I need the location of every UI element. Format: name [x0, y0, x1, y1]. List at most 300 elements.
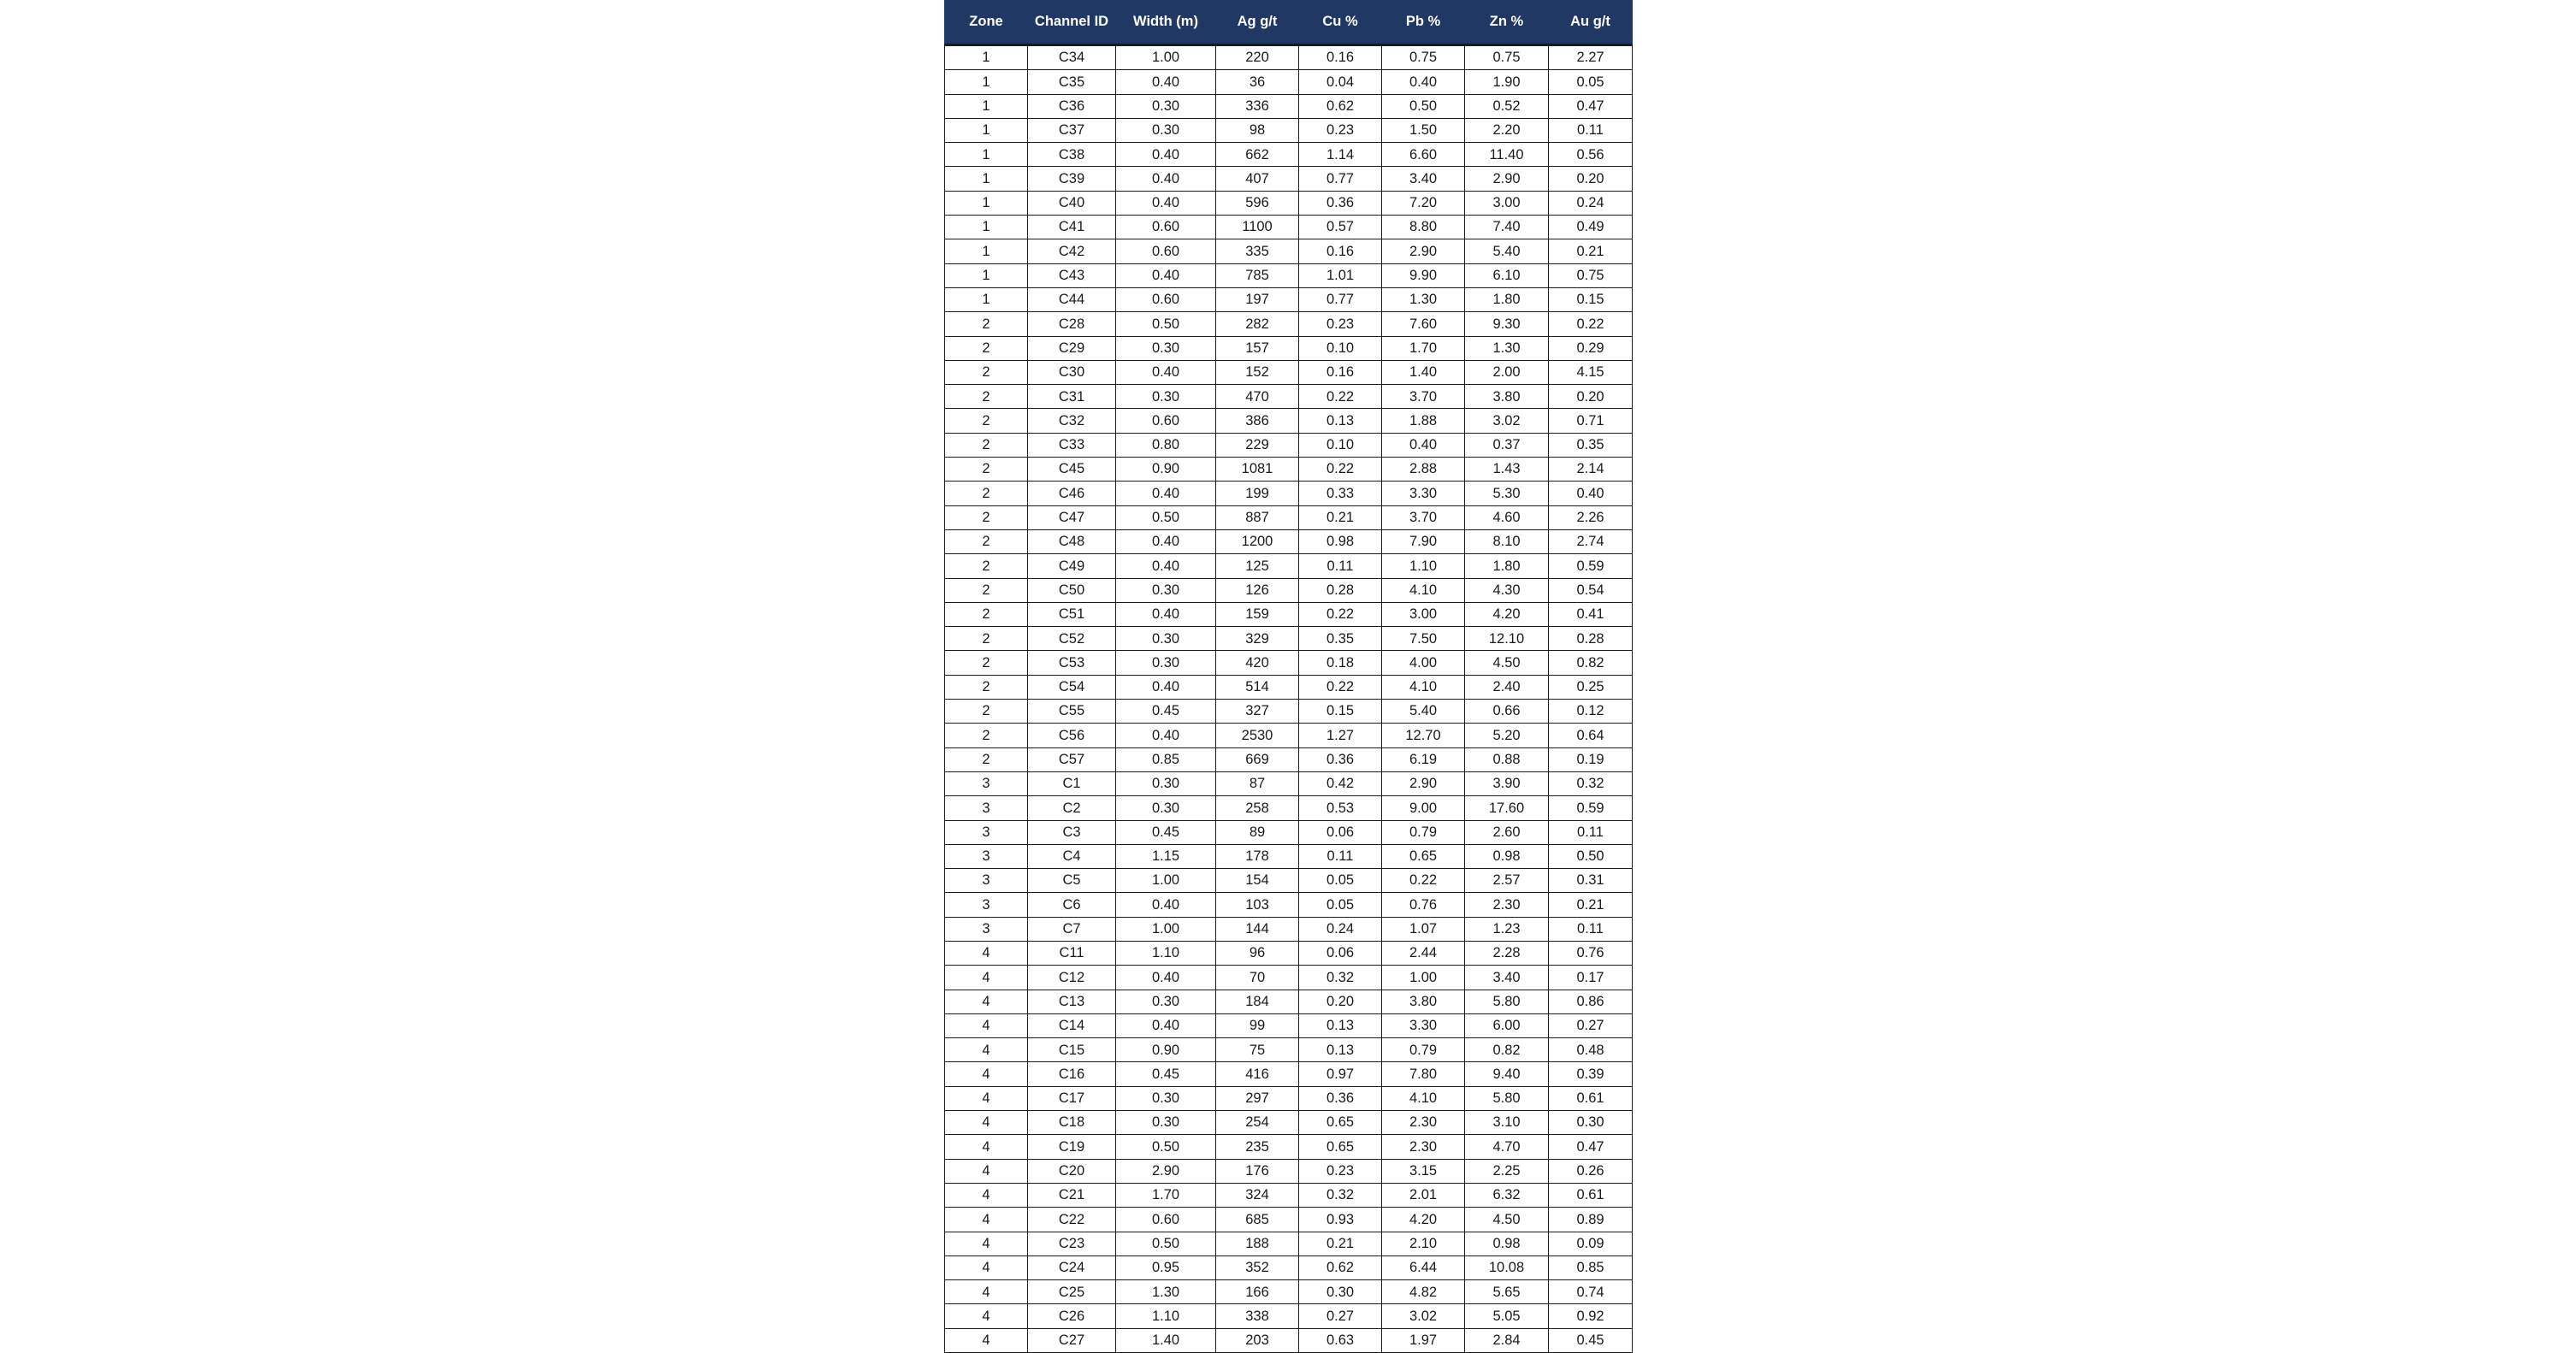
zn-cell: 2.00 [1465, 360, 1549, 384]
cu-cell: 0.16 [1299, 45, 1382, 70]
channel-id-cell: C12 [1028, 966, 1116, 990]
width-cell: 0.30 [1116, 651, 1216, 675]
au-cell: 0.17 [1549, 966, 1633, 990]
zn-cell: 0.82 [1465, 1038, 1549, 1062]
zone-cell: 2 [945, 747, 1028, 771]
zone-cell: 2 [945, 360, 1028, 384]
channel-id-cell: C56 [1028, 724, 1116, 747]
zn-cell: 1.90 [1465, 70, 1549, 94]
au-cell: 0.11 [1549, 917, 1633, 941]
ag-cell: 36 [1216, 70, 1299, 94]
cu-cell: 0.77 [1299, 167, 1382, 191]
au-cell: 0.47 [1549, 1135, 1633, 1159]
channel-id-cell: C17 [1028, 1086, 1116, 1110]
au-cell: 0.49 [1549, 216, 1633, 239]
zone-cell: 2 [945, 505, 1028, 529]
cu-cell: 0.53 [1299, 796, 1382, 820]
zn-cell: 0.88 [1465, 747, 1549, 771]
cu-cell: 0.77 [1299, 287, 1382, 311]
width-cell: 0.90 [1116, 458, 1216, 482]
ag-cell: 596 [1216, 191, 1299, 215]
column-header-channel-id: Channel ID [1028, 0, 1116, 45]
width-cell: 0.80 [1116, 433, 1216, 457]
channel-id-cell: C31 [1028, 385, 1116, 409]
pb-cell: 1.00 [1382, 966, 1465, 990]
zn-cell: 1.23 [1465, 917, 1549, 941]
ag-cell: 157 [1216, 336, 1299, 360]
zone-cell: 1 [945, 287, 1028, 311]
ag-cell: 352 [1216, 1256, 1299, 1279]
width-cell: 0.40 [1116, 143, 1216, 167]
table-row [945, 1135, 1633, 1159]
ag-cell: 75 [1216, 1038, 1299, 1062]
ag-cell: 229 [1216, 433, 1299, 457]
zone-cell: 2 [945, 578, 1028, 602]
ag-cell: 203 [1216, 1328, 1299, 1352]
table-row [945, 458, 1633, 482]
zone-cell: 3 [945, 796, 1028, 820]
cu-cell: 0.05 [1299, 893, 1382, 917]
pb-cell: 0.22 [1382, 869, 1465, 893]
au-cell: 0.20 [1549, 167, 1633, 191]
column-header-zn: Zn % [1465, 0, 1549, 45]
ag-cell: 126 [1216, 578, 1299, 602]
table-row [945, 917, 1633, 941]
ag-cell: 87 [1216, 771, 1299, 795]
width-cell: 0.30 [1116, 1111, 1216, 1135]
ag-cell: 89 [1216, 820, 1299, 844]
au-cell: 0.25 [1549, 675, 1633, 699]
zone-cell: 1 [945, 143, 1028, 167]
zone-cell: 4 [945, 941, 1028, 965]
channel-id-cell: C26 [1028, 1304, 1116, 1328]
zone-cell: 4 [945, 1062, 1028, 1086]
pb-cell: 3.80 [1382, 990, 1465, 1013]
ag-cell: 254 [1216, 1111, 1299, 1135]
width-cell: 0.30 [1116, 385, 1216, 409]
pb-cell: 4.10 [1382, 1086, 1465, 1110]
zone-cell: 4 [945, 1304, 1028, 1328]
channel-id-cell: C25 [1028, 1280, 1116, 1304]
cu-cell: 0.21 [1299, 505, 1382, 529]
pb-cell: 0.65 [1382, 844, 1465, 868]
table-row [945, 820, 1633, 844]
pb-cell: 7.80 [1382, 1062, 1465, 1086]
ag-cell: 297 [1216, 1086, 1299, 1110]
au-cell: 0.24 [1549, 191, 1633, 215]
zone-cell: 4 [945, 990, 1028, 1013]
pb-cell: 2.10 [1382, 1232, 1465, 1256]
width-cell: 0.40 [1116, 893, 1216, 917]
au-cell: 0.85 [1549, 1256, 1633, 1279]
zn-cell: 3.40 [1465, 966, 1549, 990]
zone-cell: 1 [945, 167, 1028, 191]
zone-cell: 3 [945, 844, 1028, 868]
zn-cell: 0.66 [1465, 700, 1549, 724]
ag-cell: 166 [1216, 1280, 1299, 1304]
table-header [945, 0, 1633, 45]
zn-cell: 5.20 [1465, 724, 1549, 747]
ag-cell: 220 [1216, 45, 1299, 70]
au-cell: 0.12 [1549, 700, 1633, 724]
au-cell: 0.61 [1549, 1086, 1633, 1110]
channel-id-cell: C24 [1028, 1256, 1116, 1279]
cu-cell: 0.13 [1299, 409, 1382, 433]
zn-cell: 5.40 [1465, 239, 1549, 263]
ag-cell: 178 [1216, 844, 1299, 868]
cu-cell: 1.14 [1299, 143, 1382, 167]
au-cell: 0.59 [1549, 554, 1633, 578]
pb-cell: 1.88 [1382, 409, 1465, 433]
table-row [945, 893, 1633, 917]
table-row [945, 529, 1633, 553]
zone-cell: 2 [945, 433, 1028, 457]
pb-cell: 4.82 [1382, 1280, 1465, 1304]
cu-cell: 0.22 [1299, 458, 1382, 482]
zn-cell: 0.98 [1465, 844, 1549, 868]
width-cell: 0.40 [1116, 263, 1216, 287]
table-row [945, 167, 1633, 191]
pb-cell: 3.02 [1382, 1304, 1465, 1328]
table-row [945, 1111, 1633, 1135]
channel-id-cell: C39 [1028, 167, 1116, 191]
au-cell: 0.15 [1549, 287, 1633, 311]
width-cell: 0.85 [1116, 747, 1216, 771]
column-header-pb: Pb % [1382, 0, 1465, 45]
cu-cell: 0.11 [1299, 554, 1382, 578]
au-cell: 0.27 [1549, 1013, 1633, 1037]
zone-cell: 3 [945, 820, 1028, 844]
zn-cell: 10.08 [1465, 1256, 1549, 1279]
pb-cell: 0.76 [1382, 893, 1465, 917]
zn-cell: 0.98 [1465, 1232, 1549, 1256]
zn-cell: 5.05 [1465, 1304, 1549, 1328]
ag-cell: 338 [1216, 1304, 1299, 1328]
cu-cell: 0.21 [1299, 1232, 1382, 1256]
table-row [945, 1232, 1633, 1256]
ag-cell: 1081 [1216, 458, 1299, 482]
pb-cell: 2.01 [1382, 1183, 1465, 1207]
au-cell: 0.32 [1549, 771, 1633, 795]
cu-cell: 0.23 [1299, 118, 1382, 142]
pb-cell: 3.30 [1382, 1013, 1465, 1037]
channel-id-cell: C18 [1028, 1111, 1116, 1135]
zn-cell: 9.30 [1465, 312, 1549, 336]
table-row [945, 1328, 1633, 1352]
cu-cell: 0.65 [1299, 1111, 1382, 1135]
cu-cell: 0.15 [1299, 700, 1382, 724]
cu-cell: 0.36 [1299, 191, 1382, 215]
zone-cell: 1 [945, 263, 1028, 287]
zn-cell: 3.02 [1465, 409, 1549, 433]
table-row [945, 216, 1633, 239]
ag-cell: 152 [1216, 360, 1299, 384]
channel-id-cell: C27 [1028, 1328, 1116, 1352]
pb-cell: 2.30 [1382, 1135, 1465, 1159]
channel-id-cell: C7 [1028, 917, 1116, 941]
au-cell: 0.86 [1549, 990, 1633, 1013]
au-cell: 0.82 [1549, 651, 1633, 675]
zn-cell: 0.37 [1465, 433, 1549, 457]
table-row [945, 118, 1633, 142]
au-cell: 0.76 [1549, 941, 1633, 965]
zone-cell: 4 [945, 1280, 1028, 1304]
channel-id-cell: C53 [1028, 651, 1116, 675]
cu-cell: 0.30 [1299, 1280, 1382, 1304]
column-header-width: Width (m) [1116, 0, 1216, 45]
cu-cell: 0.22 [1299, 675, 1382, 699]
cu-cell: 0.22 [1299, 385, 1382, 409]
width-cell: 0.60 [1116, 287, 1216, 311]
zn-cell: 2.25 [1465, 1159, 1549, 1183]
ag-cell: 184 [1216, 990, 1299, 1013]
table-row [945, 336, 1633, 360]
width-cell: 0.50 [1116, 505, 1216, 529]
channel-id-cell: C15 [1028, 1038, 1116, 1062]
header-row [945, 0, 1633, 45]
au-cell: 0.21 [1549, 893, 1633, 917]
ag-cell: 329 [1216, 627, 1299, 651]
au-cell: 0.31 [1549, 869, 1633, 893]
pb-cell: 0.79 [1382, 1038, 1465, 1062]
ag-cell: 324 [1216, 1183, 1299, 1207]
zone-cell: 4 [945, 1111, 1028, 1135]
au-cell: 0.40 [1549, 482, 1633, 505]
zone-cell: 2 [945, 336, 1028, 360]
ag-cell: 887 [1216, 505, 1299, 529]
au-cell: 0.11 [1549, 820, 1633, 844]
zone-cell: 2 [945, 458, 1028, 482]
pb-cell: 7.20 [1382, 191, 1465, 215]
au-cell: 0.92 [1549, 1304, 1633, 1328]
table-row [945, 941, 1633, 965]
zn-cell: 4.30 [1465, 578, 1549, 602]
pb-cell: 0.40 [1382, 433, 1465, 457]
zn-cell: 7.40 [1465, 216, 1549, 239]
width-cell: 0.40 [1116, 724, 1216, 747]
au-cell: 0.41 [1549, 602, 1633, 626]
cu-cell: 0.62 [1299, 1256, 1382, 1279]
cu-cell: 0.16 [1299, 360, 1382, 384]
width-cell: 0.30 [1116, 336, 1216, 360]
table-row [945, 747, 1633, 771]
zone-cell: 1 [945, 45, 1028, 70]
cu-cell: 0.13 [1299, 1013, 1382, 1037]
channel-id-cell: C20 [1028, 1159, 1116, 1183]
cu-cell: 0.93 [1299, 1208, 1382, 1232]
channel-id-cell: C44 [1028, 287, 1116, 311]
zone-cell: 3 [945, 869, 1028, 893]
au-cell: 2.27 [1549, 45, 1633, 70]
au-cell: 0.54 [1549, 578, 1633, 602]
width-cell: 0.45 [1116, 820, 1216, 844]
au-cell: 0.30 [1549, 1111, 1633, 1135]
ag-cell: 662 [1216, 143, 1299, 167]
table-row [945, 263, 1633, 287]
zone-cell: 2 [945, 651, 1028, 675]
width-cell: 1.40 [1116, 1328, 1216, 1352]
pb-cell: 3.30 [1382, 482, 1465, 505]
cu-cell: 0.06 [1299, 941, 1382, 965]
table-row [945, 94, 1633, 118]
width-cell: 1.00 [1116, 869, 1216, 893]
channel-id-cell: C1 [1028, 771, 1116, 795]
zone-cell: 1 [945, 239, 1028, 263]
ag-cell: 1200 [1216, 529, 1299, 553]
zone-cell: 1 [945, 70, 1028, 94]
au-cell: 0.50 [1549, 844, 1633, 868]
channel-id-cell: C16 [1028, 1062, 1116, 1086]
width-cell: 0.30 [1116, 627, 1216, 651]
channel-id-cell: C11 [1028, 941, 1116, 965]
width-cell: 0.30 [1116, 94, 1216, 118]
table-row [945, 385, 1633, 409]
channel-id-cell: C49 [1028, 554, 1116, 578]
width-cell: 0.45 [1116, 700, 1216, 724]
cu-cell: 0.23 [1299, 312, 1382, 336]
zn-cell: 4.60 [1465, 505, 1549, 529]
channel-id-cell: C55 [1028, 700, 1116, 724]
zone-cell: 4 [945, 1208, 1028, 1232]
zn-cell: 5.65 [1465, 1280, 1549, 1304]
zn-cell: 2.60 [1465, 820, 1549, 844]
table-row [945, 287, 1633, 311]
zn-cell: 2.57 [1465, 869, 1549, 893]
ag-cell: 327 [1216, 700, 1299, 724]
cu-cell: 0.32 [1299, 966, 1382, 990]
ag-cell: 785 [1216, 263, 1299, 287]
ag-cell: 416 [1216, 1062, 1299, 1086]
cu-cell: 1.01 [1299, 263, 1382, 287]
pb-cell: 3.70 [1382, 505, 1465, 529]
column-header-au: Au g/t [1549, 0, 1633, 45]
zn-cell: 12.10 [1465, 627, 1549, 651]
au-cell: 0.59 [1549, 796, 1633, 820]
au-cell: 0.35 [1549, 433, 1633, 457]
ag-cell: 154 [1216, 869, 1299, 893]
channel-id-cell: C4 [1028, 844, 1116, 868]
zn-cell: 4.50 [1465, 651, 1549, 675]
zone-cell: 2 [945, 482, 1028, 505]
zn-cell: 5.80 [1465, 990, 1549, 1013]
width-cell: 0.40 [1116, 482, 1216, 505]
ag-cell: 176 [1216, 1159, 1299, 1183]
ag-cell: 70 [1216, 966, 1299, 990]
ag-cell: 144 [1216, 917, 1299, 941]
table-row [945, 143, 1633, 167]
au-cell: 0.47 [1549, 94, 1633, 118]
table-row [945, 191, 1633, 215]
au-cell: 0.11 [1549, 118, 1633, 142]
zone-cell: 2 [945, 700, 1028, 724]
ag-cell: 197 [1216, 287, 1299, 311]
pb-cell: 0.79 [1382, 820, 1465, 844]
zone-cell: 2 [945, 724, 1028, 747]
zn-cell: 2.90 [1465, 167, 1549, 191]
zn-cell: 2.84 [1465, 1328, 1549, 1352]
channel-id-cell: C2 [1028, 796, 1116, 820]
channel-id-cell: C21 [1028, 1183, 1116, 1207]
channel-id-cell: C34 [1028, 45, 1116, 70]
table-row [945, 482, 1633, 505]
pb-cell: 1.97 [1382, 1328, 1465, 1352]
zone-cell: 2 [945, 602, 1028, 626]
pb-cell: 5.40 [1382, 700, 1465, 724]
table-row [945, 1038, 1633, 1062]
ag-cell: 96 [1216, 941, 1299, 965]
au-cell: 0.45 [1549, 1328, 1633, 1352]
au-cell: 0.28 [1549, 627, 1633, 651]
pb-cell: 0.50 [1382, 94, 1465, 118]
au-cell: 0.75 [1549, 263, 1633, 287]
cu-cell: 0.35 [1299, 627, 1382, 651]
zone-cell: 4 [945, 1183, 1028, 1207]
width-cell: 0.30 [1116, 796, 1216, 820]
channel-id-cell: C22 [1028, 1208, 1116, 1232]
cu-cell: 0.62 [1299, 94, 1382, 118]
pb-cell: 2.30 [1382, 1111, 1465, 1135]
ag-cell: 98 [1216, 118, 1299, 142]
zone-cell: 2 [945, 385, 1028, 409]
width-cell: 0.40 [1116, 191, 1216, 215]
width-cell: 0.40 [1116, 602, 1216, 626]
width-cell: 0.30 [1116, 118, 1216, 142]
cu-cell: 0.24 [1299, 917, 1382, 941]
zn-cell: 1.43 [1465, 458, 1549, 482]
width-cell: 1.00 [1116, 45, 1216, 70]
width-cell: 1.30 [1116, 1280, 1216, 1304]
zn-cell: 11.40 [1465, 143, 1549, 167]
channel-id-cell: C28 [1028, 312, 1116, 336]
cu-cell: 0.57 [1299, 216, 1382, 239]
pb-cell: 3.15 [1382, 1159, 1465, 1183]
pb-cell: 3.00 [1382, 602, 1465, 626]
zone-cell: 4 [945, 966, 1028, 990]
zn-cell: 0.75 [1465, 45, 1549, 70]
width-cell: 1.10 [1116, 1304, 1216, 1328]
pb-cell: 1.30 [1382, 287, 1465, 311]
zone-cell: 4 [945, 1328, 1028, 1352]
table-row [945, 239, 1633, 263]
ag-cell: 199 [1216, 482, 1299, 505]
width-cell: 2.90 [1116, 1159, 1216, 1183]
zone-cell: 4 [945, 1086, 1028, 1110]
width-cell: 0.60 [1116, 239, 1216, 263]
au-cell: 0.21 [1549, 239, 1633, 263]
cu-cell: 1.27 [1299, 724, 1382, 747]
width-cell: 0.40 [1116, 529, 1216, 553]
zn-cell: 2.40 [1465, 675, 1549, 699]
au-cell: 0.61 [1549, 1183, 1633, 1207]
column-header-ag: Ag g/t [1216, 0, 1299, 45]
pb-cell: 6.44 [1382, 1256, 1465, 1279]
table-row [945, 578, 1633, 602]
au-cell: 0.20 [1549, 385, 1633, 409]
channel-id-cell: C43 [1028, 263, 1116, 287]
cu-cell: 0.36 [1299, 747, 1382, 771]
zn-cell: 3.10 [1465, 1111, 1549, 1135]
channel-id-cell: C35 [1028, 70, 1116, 94]
table-row [945, 1280, 1633, 1304]
cu-cell: 0.33 [1299, 482, 1382, 505]
au-cell: 2.14 [1549, 458, 1633, 482]
channel-id-cell: C45 [1028, 458, 1116, 482]
width-cell: 0.60 [1116, 1208, 1216, 1232]
table-row [945, 360, 1633, 384]
table-row [945, 966, 1633, 990]
channel-id-cell: C3 [1028, 820, 1116, 844]
ag-cell: 336 [1216, 94, 1299, 118]
